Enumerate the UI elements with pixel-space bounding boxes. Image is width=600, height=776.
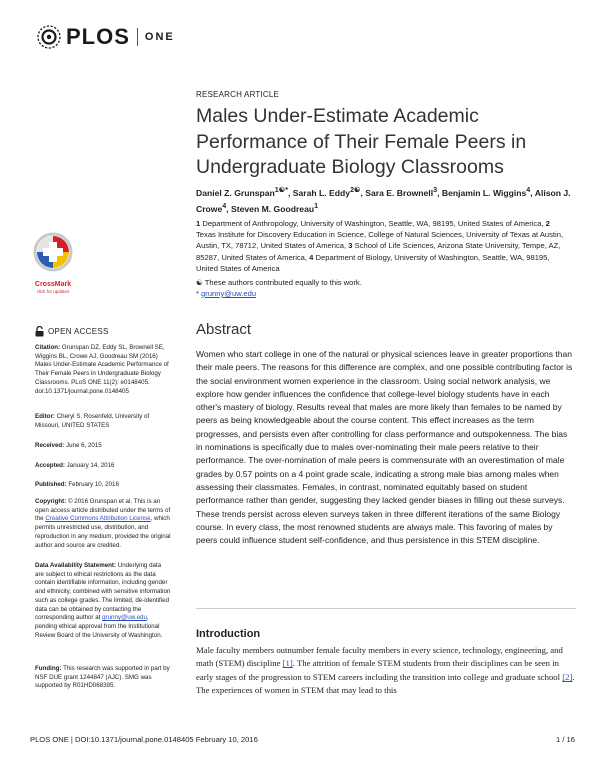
author[interactable]: Sara E. Brownell$^3$ (365, 186, 438, 198)
journal-name: ONE (144, 31, 175, 43)
author[interactable]: Alison J. Crowe$^4$ (196, 187, 571, 214)
received-date: Received: June 6, 2015 (35, 442, 102, 449)
author[interactable]: Steven M. Goodreau$^1$ (231, 201, 319, 214)
author[interactable]: Daniel Z. Grunspan$^{1☯*}$ (196, 186, 288, 198)
affiliations: 1 Department of Anthropology, University of Washington, Seattle, WA, 98195, United States of America, 2 Texas Institute for Discovery Education in Science, College of Natural Sciences, University of Texas at Austin, Austin, TX, 78712, United States of America, 3 School of Life Sciences, Arizona State University, Tempe, AZ, 85287, United States of America, 4 Department of Biology, University of Washington, Seattle, WA, 98195, United States of America (196, 219, 564, 273)
brand-name: PLOS (66, 24, 130, 49)
abstract-heading: Abstract (196, 321, 252, 338)
author-notes (196, 277, 571, 299)
logo-divider (137, 28, 138, 46)
editor-block: Editor: Cheryl S. Rosenfeld, University of Missouri, UNITED STATES (35, 413, 150, 429)
reference-link[interactable]: [1] (282, 658, 293, 669)
article-type: RESEARCH ARTICLE (196, 90, 280, 99)
page-footer (30, 735, 575, 744)
page-number: 1 / 16 (556, 735, 575, 744)
footer-citation: PLOS ONE | DOI:10.1371/journal.pone.0148405 February 10, 2016 (30, 735, 258, 744)
introduction-heading: Introduction (196, 628, 261, 640)
author[interactable]: Sarah L. Eddy$^{2☯}$ (292, 186, 361, 198)
equal-contribution-note: ☯ These authors contributed equally to this work. (196, 278, 362, 287)
open-access-label: OPEN ACCESS (48, 327, 109, 336)
funding-block: Funding: This research was supported in part by NSF DUE grant 1244847 (AJC). SMG was supported by R01HD068395. (35, 665, 170, 690)
corresponding-email: * grunny@uw.edu (196, 289, 257, 298)
published-date: Published: February 10, 2016 (35, 481, 119, 488)
license-link[interactable]: Creative Commons Attribution License (45, 515, 151, 523)
introduction-text: Male faculty members outnumber female faculty members in every science, technology, engineering, and math (STEM) discipline [1]. The attrition of female STEM students from their disciplines can be seen in early stages of the progression to STEM careers including the transition into college and graduate school [2]. The experiences of women in STEM that may lead to this (196, 645, 575, 696)
email-link[interactable]: grunny@uw.edu (201, 289, 257, 298)
plos-one-logo (36, 22, 175, 52)
crossmark-badge[interactable] (28, 232, 78, 294)
author-list: Daniel Z. Grunspan$^{1☯*}$, Sarah L. Eddy$^{2☯}$, Sara E. Brownell$^3$, Benjamin L. Wiggins$^4$, Alison J. Crowe$^4$, Steven M. Goodreau$^1$ (196, 186, 571, 214)
crossmark-icon (28, 232, 78, 276)
section-divider (196, 608, 576, 609)
open-access-badge (35, 326, 109, 337)
abstract-text: Women who start college in one of the natural or physical sciences leave in greater proportions than their male peers. The reasons for this difference are complex, and one possible contributing factor is the social environment women experience in the classroom. Using social network analysis, we explore how gender influences the confidence that college-level biology students have in each other's mastery of biology. Results reveal that males are more likely than females to be named by peers as being knowledgeable about the course content. This effect increases as the term progresses, and persists even after controlling for class performance and outspokenness. The bias in nominations is specifically due to males over-nominating their male peers relative to their performance. The over-nomination of male peers is commensurate with an overestimation of male grades by 0.57 points on a 4 point grade scale, indicating a strong male bias among males when assessing their classmates. Females, in contrast, nominated equitably based on student performance rather than gender, suggesting they lacked gender biases in filling out these surveys. These trends persist across eleven surveys taken in three different iterations of the same Biology course. In every class, the most renowned students are always male. This favoring of males by peers could influence student self-confidence, and thus persistence in this STEM discipline. (196, 349, 573, 546)
data-email-link[interactable]: grunny@uw.edu (102, 614, 147, 622)
reference-link[interactable]: [2] (562, 671, 573, 682)
citation-block: Citation: Grunspan DZ, Eddy SL, Brownell SE, Wiggins BL, Crowe AJ, Goodreau SM (2016) Males Under-Estimate Academic Performance of Their Female Peers in Undergraduate Biology Classrooms. PLoS ONE 11(2): e0148405. doi:10.1371/journal.pone.0148405 (35, 344, 169, 395)
crossmark-sublabel: click for updates (36, 289, 70, 294)
crossmark-label: CrossMark (34, 281, 72, 288)
plos-logo-icon (36, 24, 62, 50)
author[interactable]: Benjamin L. Wiggins$^4$ (441, 186, 531, 198)
open-lock-icon (35, 326, 44, 337)
article-title: Males Under-Estimate Academic Performance of Their Female Peers in Undergraduate Biology Classrooms (196, 105, 527, 178)
accepted-date: Accepted: January 14, 2016 (35, 462, 115, 469)
copyright-block: Copyright: © 2016 Grunspan et al. This is an open access article distributed under the terms of the Creative Commons Attribution License, which permits unrestricted use, distribution, and reproduction in any medium, provided the original author and source are credited. (35, 498, 171, 549)
data-availability-block: Data Availability Statement: Underlying data are subject to ethical restrictions as the data contain identifiable information, including gender and ethnicity, combined with sensitive information such as college grades. The limited, de-identified data can be obtained by contacting the corresponding author at grunny@uw.edu, pending ethical approval from the Institutional Review Board of the University of Washington. (35, 562, 171, 639)
